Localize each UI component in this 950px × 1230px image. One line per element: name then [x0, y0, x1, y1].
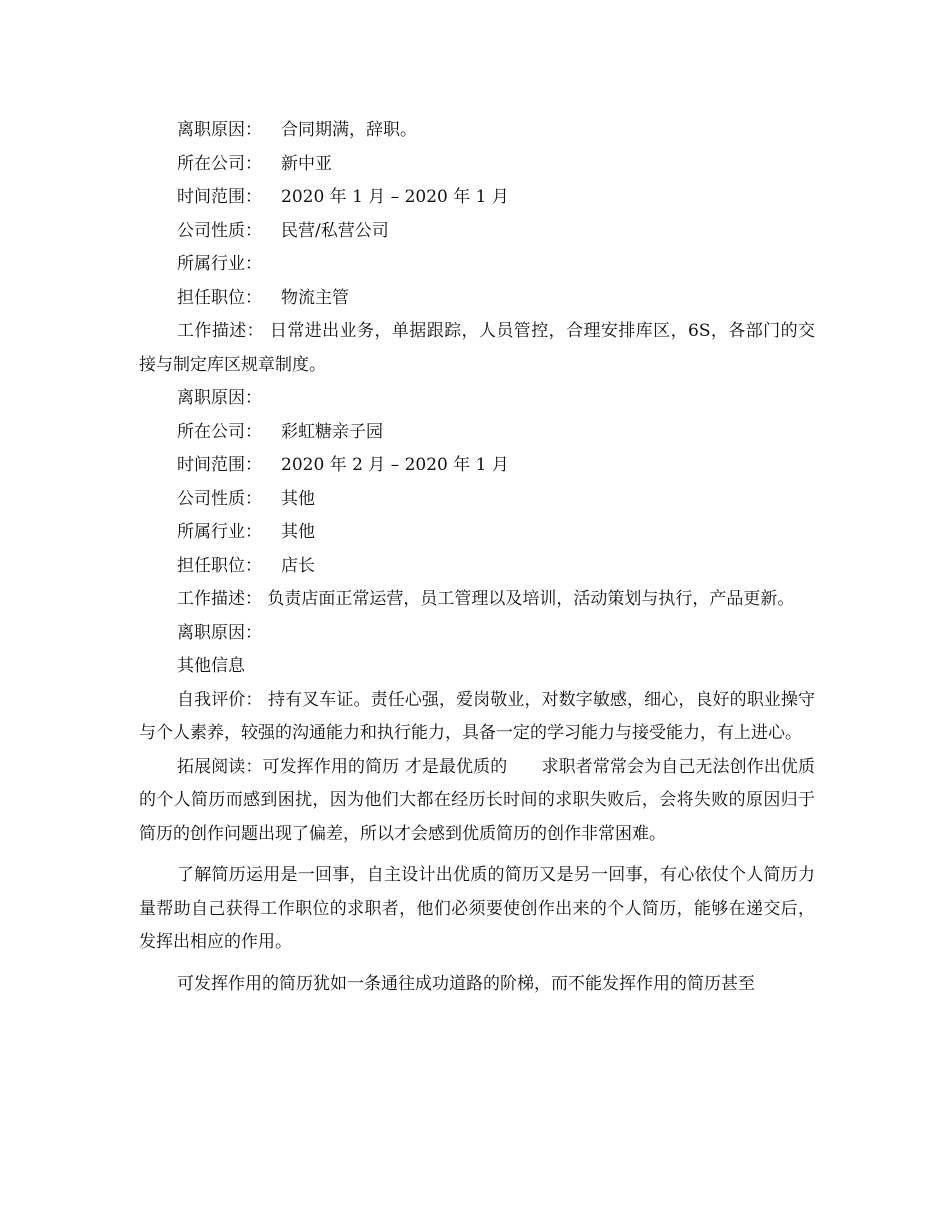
field-value: 其他 — [281, 488, 315, 509]
field-label: 所属行业： — [177, 522, 262, 542]
field-row — [139, 215, 815, 249]
field-row — [139, 148, 815, 182]
field-row — [139, 282, 815, 316]
field-value: 彩虹糖亲子园 — [281, 421, 383, 442]
field-label: 公司性质： — [177, 488, 262, 509]
job-description: 工作描述： 日常进出业务，单据跟踪，人员管控，合理安排库区，6S，各部门的交接与制定库区规章制度。 — [139, 321, 815, 375]
resume-content — [139, 114, 815, 1001]
field-row — [139, 550, 815, 584]
field-value: 2020 年 2 月 – 2020 年 1 月 — [281, 455, 509, 475]
field-value: 其他 — [281, 522, 315, 542]
field-label: 离职原因： — [177, 120, 262, 140]
field-row — [139, 114, 815, 148]
field-row — [139, 483, 815, 517]
field-label: 公司性质： — [177, 220, 262, 241]
field-label: 担任职位： — [177, 555, 262, 576]
field-value: 民营/私营公司 — [281, 220, 389, 241]
field-row — [139, 382, 815, 416]
field-label: 所在公司： — [177, 153, 262, 174]
article-paragraph: 可发挥作用的简历犹如一条通往成功道路的阶梯，而不能发挥作用的简历甚至 — [177, 973, 755, 994]
field-label: 所在公司： — [177, 421, 262, 442]
field-row — [139, 516, 815, 550]
field-value: 物流主管 — [281, 287, 349, 308]
field-value: 店长 — [281, 555, 315, 576]
field-value: 合同期满，辞职。 — [281, 120, 417, 140]
field-label: 担任职位： — [177, 287, 262, 308]
field-row — [139, 449, 815, 483]
section-heading-other-info: 其他信息 — [177, 656, 245, 676]
field-label: 离职原因： — [177, 388, 262, 408]
field-row — [139, 248, 815, 282]
field-label: 所属行业： — [177, 254, 262, 274]
field-label: 时间范围： — [177, 187, 262, 207]
self-evaluation: 自我评价： 持有叉车证。责任心强，爱岗敬业，对数字敏感，细心，良好的职业操守与个人素养，较强的沟通能力和执行能力，具备一定的学习能力与接受能力，有上进心。 — [139, 689, 815, 743]
field-label: 时间范围： — [177, 455, 262, 475]
field-value: 新中亚 — [281, 153, 332, 174]
field-row — [139, 181, 815, 215]
field-value: 2020 年 1 月 – 2020 年 1 月 — [281, 187, 509, 207]
field-row — [139, 416, 815, 450]
leave-reason-label: 离职原因： — [177, 622, 262, 643]
job-description: 工作描述： 负责店面正常运营，员工管理以及培训，活动策划与执行，产品更新。 — [177, 589, 795, 609]
extended-reading: 拓展阅读：可发挥作用的简历 才是最优质的 求职者常常会为自己无法创作出优质的个人简历而感到困扰，因为他们大都在经历长时间的求职失败后，会将失败的原因归于简历的创作问题出现了偏差，所以才会感到优质简历的创作非常困难。 — [139, 756, 815, 844]
article-paragraph: 了解简历运用是一回事，自主设计出优质的简历又是另一回事，有心依仗个人简历力量帮助自己获得工作职位的求职者，他们必须要使创作出来的个人简历，能够在递交后，发挥出相应的作用。 — [139, 865, 815, 952]
